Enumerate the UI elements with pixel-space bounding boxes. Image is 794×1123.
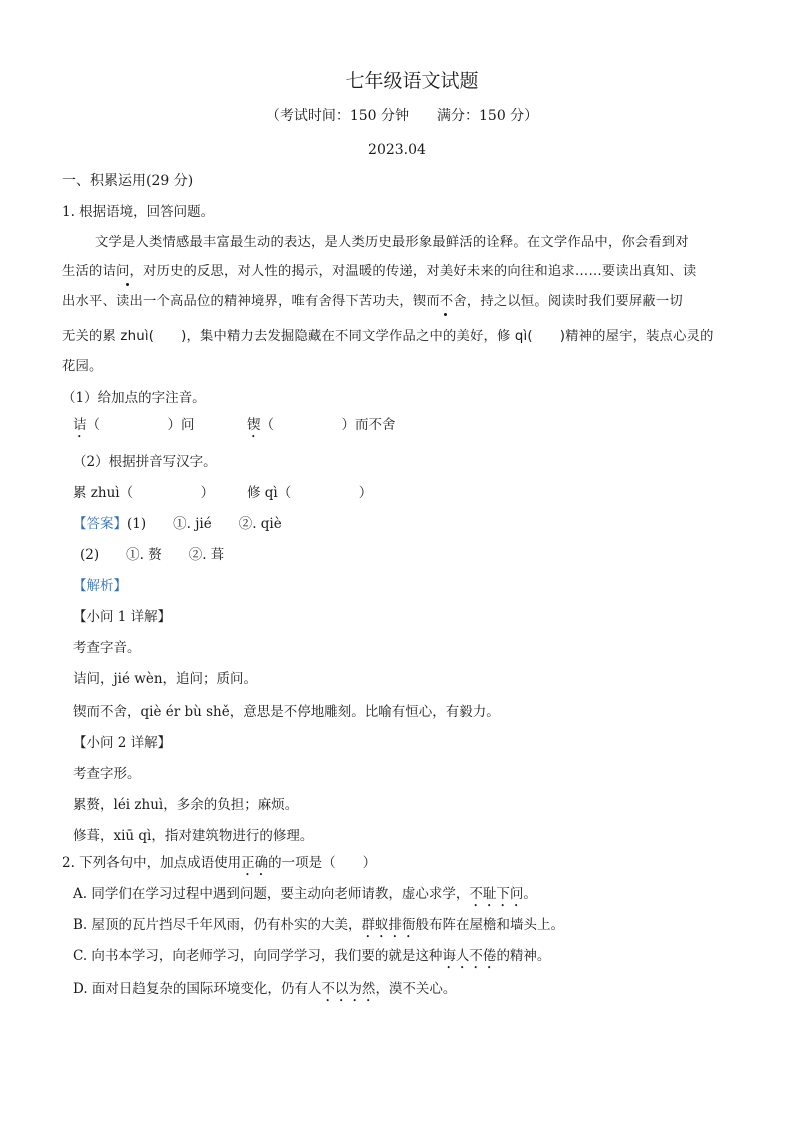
option-text: A. 同学们在学习过程中遇到问题，要主动向老师请教，虚心求学， <box>73 886 470 902</box>
dotted-char: 诘 <box>73 417 87 433</box>
passage-line: 文学是人类情感最丰富最生动的表达，是人类历史最形象最鲜活的诠释。在文学作品中，你会看到对 <box>95 235 689 250</box>
detail-1-text: 考查字音。 <box>73 640 141 656</box>
option-c <box>73 947 550 972</box>
detail-1-text: 诘问，jié wèn，追问；质问。 <box>73 671 258 687</box>
passage-line: 花园。 <box>62 359 103 374</box>
option-text: D. 面对日趋复杂的国际环境变化，仍有人 <box>73 981 322 997</box>
exam-info: （考试时间：150 分钟 满分：150 分） <box>265 108 539 124</box>
dotted-word: 正确 <box>241 855 269 871</box>
dotted-idiom: 诲人不倦 <box>442 948 497 964</box>
hanzi-blank-1: 累 zhuì（ ） <box>73 485 215 501</box>
analysis-label: 【解析】 <box>73 578 127 594</box>
detail-1-text: 锲而不舍，qiè ér bù shě，意思是不停地雕刻。比喻有恒心，有毅力。 <box>73 704 500 720</box>
dotted-idiom: 群蚁排衙 <box>361 917 416 933</box>
detail-2-text: 考查字形。 <box>73 766 141 782</box>
prompt-text: 的一项是（ ） <box>268 855 377 871</box>
option-text: C. 向书本学习，向老师学习，向同学学习，我们要的就是这种 <box>73 948 443 964</box>
dotted-idiom: 不以为然 <box>321 981 376 997</box>
section-heading: 一、积累运用(29 分) <box>62 173 194 189</box>
answer-line-2: (2) ①. 赘 ②. 葺 <box>80 547 225 563</box>
detail-2-text: 累赘，léi zhuì，多余的负担；麻烦。 <box>73 797 299 813</box>
pinyin-blank-1 <box>73 416 195 441</box>
option-text: B. 屋顶的瓦片挡尽千年风雨，仍有朴实的大美， <box>73 917 362 933</box>
question-2-prompt <box>62 854 376 879</box>
option-text: 。 <box>523 886 537 902</box>
question-1-prompt: 1. 根据语境，回答问题。 <box>62 204 215 220</box>
option-a <box>73 885 537 910</box>
page-title: 七年级语文试题 <box>345 70 479 92</box>
option-text: 般布阵在屋檐和墙头上。 <box>415 917 565 933</box>
sub-question-2-prompt: （2）根据拼音写汉字。 <box>73 454 217 470</box>
emphasis-dot <box>444 313 447 316</box>
detail-1-heading: 【小问 1 详解】 <box>73 609 172 625</box>
option-d <box>73 980 456 1005</box>
blank-text: （ ）问 <box>86 417 195 433</box>
dotted-char: 锲 <box>247 417 261 433</box>
pinyin-blank-2 <box>247 416 396 441</box>
prompt-text: 2. 下列各句中，加点成语使用 <box>62 855 242 871</box>
emphasis-dot <box>126 283 129 286</box>
blank-text: （ ）而不舍 <box>260 417 396 433</box>
passage-line: 无关的累 zhuì( )，集中精力去发掘隐藏在不同文学作品之中的美好，修 qì( )精神的屋宇，装点心灵的 <box>62 329 714 344</box>
detail-2-heading: 【小问 2 详解】 <box>73 735 172 751</box>
detail-2-text: 修葺，xiū qì，指对建筑物进行的修理。 <box>73 828 314 844</box>
passage-line: 生活的诘问，对历史的反思，对人性的揭示，对温暖的传递，对美好未来的向往和追求……要读出真知、读 <box>62 264 697 279</box>
option-text: 的精神。 <box>496 948 551 964</box>
option-text: ，漠不关心。 <box>375 981 457 997</box>
sub-question-1-prompt: （1）给加点的字注音。 <box>62 390 206 406</box>
hanzi-blank-2: 修 qì（ ） <box>247 485 373 501</box>
passage-line: 出水平、读出一个高品位的精神境界，唯有舍得下苦功夫，锲而不舍，持之以恒。阅读时我们要屏蔽一切 <box>62 294 683 309</box>
answer-line-1 <box>73 515 282 533</box>
dotted-idiom: 不耻下问 <box>469 886 524 902</box>
exam-date: 2023.04 <box>368 142 426 158</box>
answer-text: (1) ①. jié ②. qiè <box>127 516 282 532</box>
answer-label: 【答案】 <box>73 516 127 532</box>
option-b <box>73 916 564 941</box>
